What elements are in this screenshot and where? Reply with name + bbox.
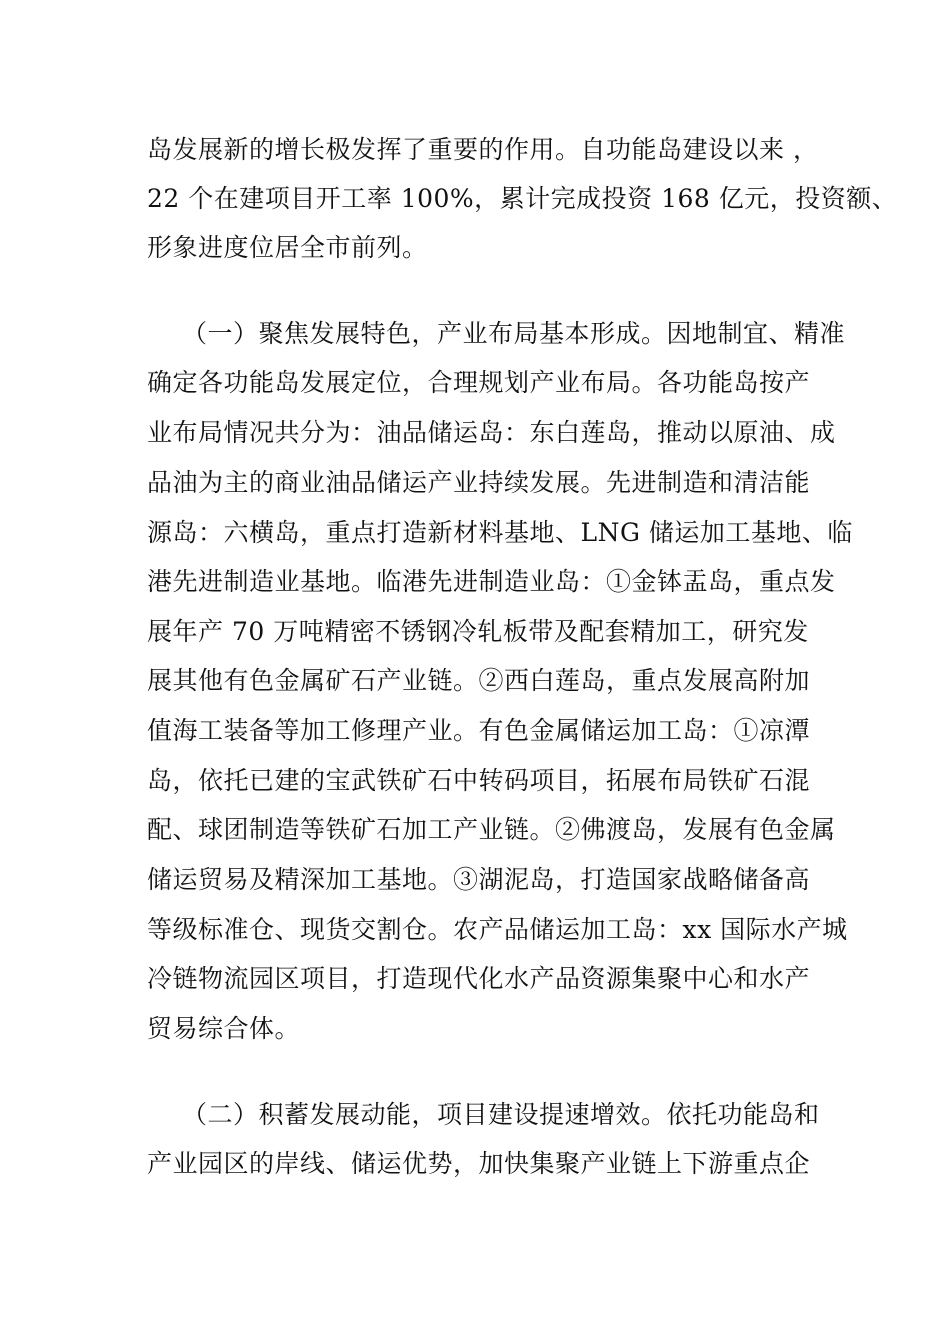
text-line: 产业园区的岸线、储运优势，加快集聚产业链上下游重点企 [147, 1149, 811, 1178]
text-line: 冷链物流园区项目，打造现代化水产品资源集聚中心和水产 [147, 964, 811, 993]
text-line: 港先进制造业基地。临港先进制造业岛：①金钵盂岛，重点发 [147, 567, 836, 596]
text-line: 值海工装备等加工修理产业。有色金属储运加工岛：①凉潭 [147, 716, 811, 745]
text-line: 品油为主的商业油品储运产业持续发展。先进制造和清洁能 [147, 468, 811, 497]
text-line: 展其他有色金属矿石产业链。②西白莲岛，重点发展高附加 [147, 666, 811, 695]
text-line: 22 个在建项目开工率 100%，累计完成投资 168 亿元，投资额、 [147, 184, 898, 213]
text-line: 储运贸易及精深加工基地。③湖泥岛，打造国家战略储备高 [147, 865, 811, 894]
text-line: 贸易综合体。 [147, 1014, 301, 1043]
text-line: 展年产 70 万吨精密不锈钢冷轧板带及配套精加工，研究发 [147, 617, 809, 646]
text-line: 配、球团制造等铁矿石加工产业链。②佛渡岛，发展有色金属 [147, 815, 836, 844]
text-line: 形象进度位居全市前列。 [147, 233, 428, 262]
text-line: 岛，依托已建的宝武铁矿石中转码项目，拓展布局铁矿石混 [147, 766, 811, 795]
text-line: 源岛：六横岛，重点打造新材料基地、LNG 储运加工基地、临 [147, 518, 853, 547]
text-line: 业布局情况共分为：油品储运岛：东白莲岛，推动以原油、成 [147, 418, 836, 447]
text-line: （二）积蓄发展动能，项目建设提速增效。依托功能岛和 [182, 1100, 820, 1129]
text-line: 确定各功能岛发展定位，合理规划产业布局。各功能岛按产 [147, 368, 811, 397]
text-line: 岛发展新的增长极发挥了重要的作用。自功能岛建设以来 ， [147, 135, 819, 164]
text-line: （一）聚焦发展特色，产业布局基本形成。因地制宜、精准 [182, 319, 846, 348]
text-line: 等级标准仓、现货交割仓。农产品储运加工岛：xx 国际水产城 [147, 915, 848, 944]
